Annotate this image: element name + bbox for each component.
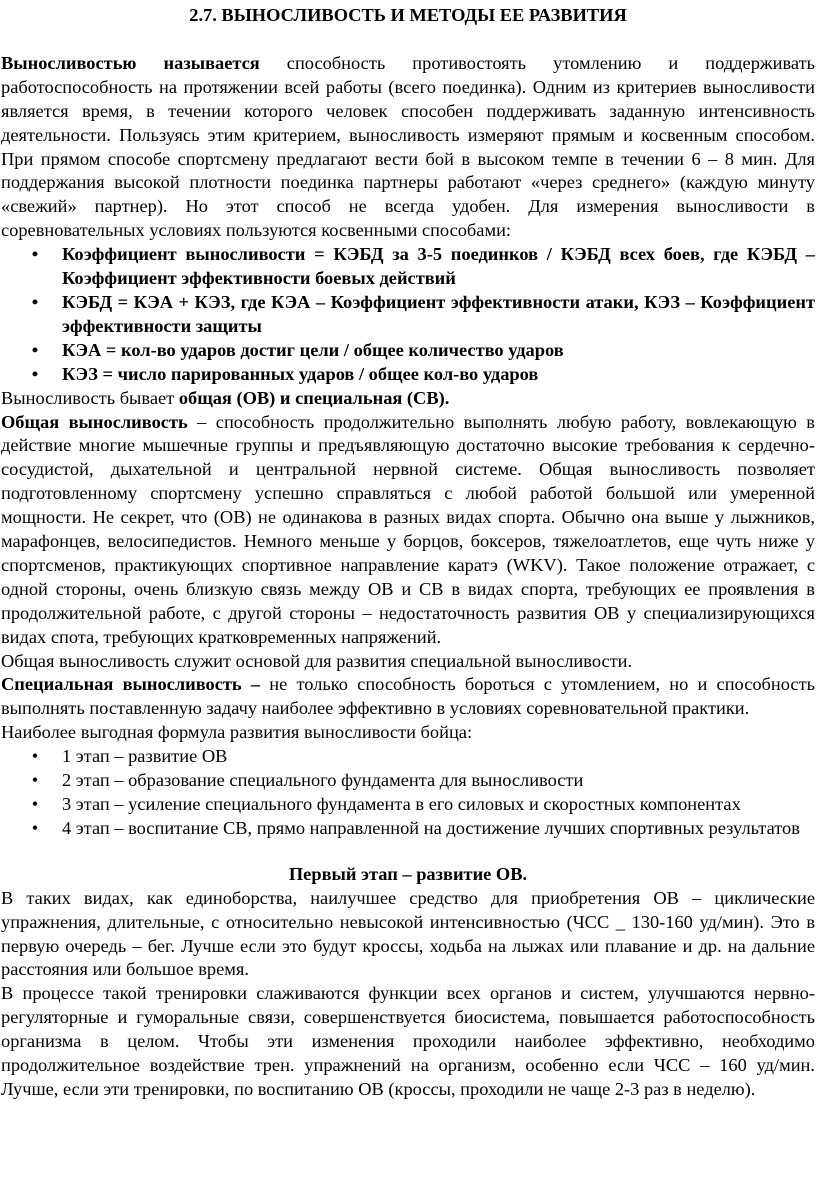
list-item [1, 363, 815, 387]
bullet-icon: • [31, 339, 39, 360]
bullet-icon: • [31, 244, 39, 265]
stage1-paragraph-2: В процессе такой тренировки слаживаются функции всех органов и систем, улучшаются нервно- регуляторные и гуморальные связи, совершенствуется биосистема, повышается работоспособность организма в целом. Чтобы эти изменения проходили наиболее эффективно, необходимо продолжительное воздействие трен. упражнений на организм, особенно если ЧСС – 160 уд/мин. Лучше, если эти тренировки, по воспитанию ОВ (кроссы, проходили не чаще 2-3 раз в неделю). [1, 983, 815, 1099]
bullet-icon: • [31, 746, 39, 767]
types-paragraph [1, 387, 815, 411]
list-item [1, 291, 815, 339]
general-term: Общая выносливость [1, 411, 188, 432]
special-text: не только способность бороться с утомлением, но и способность выполнять поставленную задачу наиболее эффективно в условиях соревновательной практики. [1, 674, 815, 719]
bullet-icon: • [31, 817, 39, 838]
basis-paragraph: Общая выносливость служит основой для развития специальной выносливости. [1, 650, 633, 671]
section-heading: Первый этап – развитие ОВ. [288, 863, 528, 884]
formula-text: КЭА = кол-во ударов достиг цели / общее количество ударов [62, 339, 564, 360]
stage-text: 4 этап – воспитание СВ, прямо направленной на достижение лучших спортивных результатов [62, 817, 800, 838]
list-item [1, 817, 815, 841]
list-item [1, 769, 815, 793]
stage-text: 2 этап – образование специального фундамента для выносливости [62, 770, 584, 791]
bullet-icon: • [31, 291, 39, 312]
stage-text: 3 этап – усиление специального фундамента в его силовых и скоростных компонентах [62, 794, 741, 814]
stage1-paragraph-1: В таких видах, как единоборства, наилучшее средство для приобретения ОВ – циклические упражнения, длительные, с относительно невысокой интенсивностью (ЧСС _ 130-160 уд/мин). Это в первую очередь – бег. Лучше если это будут кроссы, ходьба на лыжах или плавание и др. на дальние расстояния или большое время. [1, 887, 815, 980]
list-item [1, 243, 815, 291]
intro-text: способность противостоять утомлению и поддерживать работоспособность на протяжении всей работы (всего поединка). Одним из критериев выносливости является время, в течении которого человек способен поддерживать заданную интенсивность деятельности. Пользуясь этим критерием, выносливость измеряют прямым и косвенным способом. При прямом способе спортсмену предлагают вести бой в высоком темпе в течении 6 – 8 мин. Для поддержания высокой плотности поединка партнеры работают «через среднего» (каждую минуту «свежий» партнер). Но этот способ не всегда удобен. Для измерения выносливости в соревновательных условиях пользуются косвенными способами: [1, 52, 815, 241]
list-item [1, 793, 815, 817]
bullet-icon: • [31, 363, 39, 384]
types-bold: общая (ОВ) и специальная (СВ). [178, 387, 450, 408]
page-title: 2.7. ВЫНОСЛИВОСТЬ И МЕТОДЫ ЕЕ РАЗВИТИЯ [189, 5, 627, 25]
intro-term: Выносливостью называется [1, 52, 260, 73]
formula-text: КЭЗ = число парированных ударов / общее кол-во ударов [62, 363, 539, 384]
general-paragraph [1, 411, 815, 650]
list-item [1, 339, 815, 363]
stage-list [1, 745, 815, 841]
bullet-icon: • [31, 794, 39, 814]
types-text: Выносливость бывает [1, 387, 179, 408]
stage-text: 1 этап – развитие ОВ [62, 746, 228, 767]
formula-list [1, 243, 815, 386]
special-paragraph [1, 673, 815, 721]
formula-text: Коэффициент выносливости = КЭБД за 3-5 поединков / КЭБД всех боев, где КЭБД – Коэффициент эффективности боевых действий [62, 244, 815, 289]
special-term: Специальная выносливость – [1, 674, 261, 695]
list-item [1, 745, 815, 769]
general-text: – способность продолжительно выполнять любую работу, вовлекающую в действие многие мышечные группы и предъявляющую достаточно высокие требования к сердечно-сосудистой, дыхательной и центральной нервной системе. Общая выносливость позволяет подготовленному спортсмену успешно справляться с любой работой большой или умеренной мощности. Не секрет, что (ОВ) не одинакова в разных видах спорта. Обычно она выше у лыжников, марафонцев, велосипедистов. Немного меньше у борцов, боксеров, тяжелоатлетов, еще чуть ниже у спортсменов, практикующих спортивное направление каратэ (WKV). Такое положение отражает, с одной стороны, очень близкую связь между ОВ и СВ в видах спорта, требующих ее проявления в продолжительной работе, с другой стороны – недостаточность развития ОВ у специализирующихся видах спота, требующих кратковременных напряжений. [1, 411, 815, 647]
intro-paragraph [1, 52, 815, 243]
bullet-icon: • [31, 770, 39, 791]
formula-text: КЭБД = КЭА + КЭЗ, где КЭА – Коэффициент эффективности атаки, КЭЗ – Коэффициент эффективности защиты [62, 291, 815, 336]
formula-intro: Наиболее выгодная формула развития выносливости бойца: [1, 722, 473, 743]
